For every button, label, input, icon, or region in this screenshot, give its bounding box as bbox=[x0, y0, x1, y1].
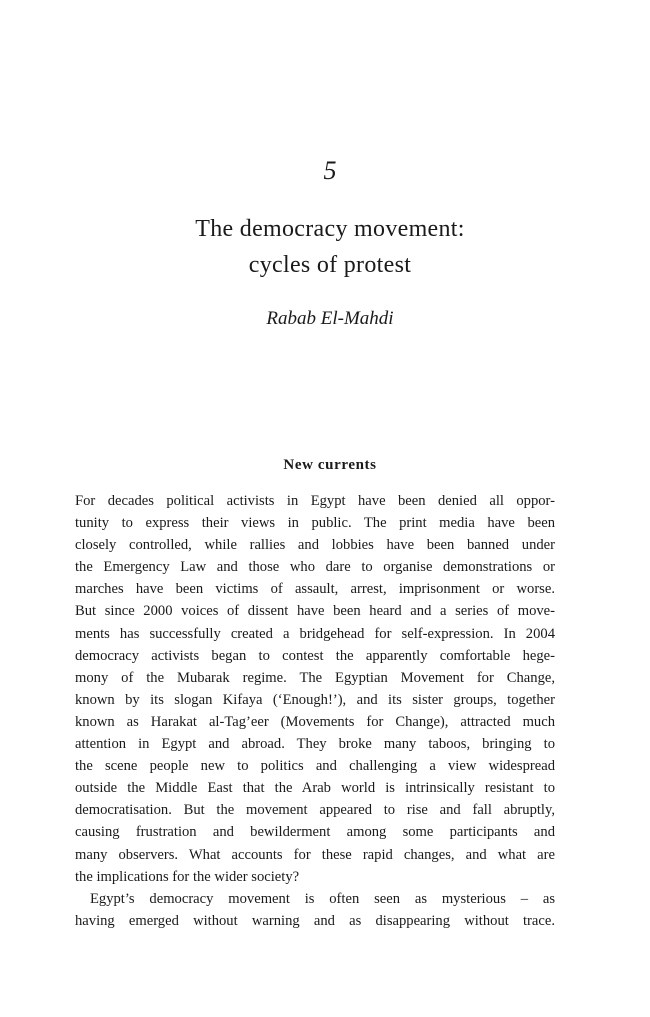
chapter-title-line-1: The democracy movement: bbox=[195, 216, 465, 242]
text-line: known by its slogan Kifaya (‘Enough!’), and its sister groups, together bbox=[75, 691, 555, 708]
text-line: democratisation. But the movement appeared to rise and fall abruptly, bbox=[75, 802, 555, 819]
chapter-title bbox=[0, 211, 650, 283]
text-line: the Emergency Law and those who dare to organise demonstrations or bbox=[75, 559, 555, 576]
text-line: Egypt’s democracy movement is often seen as mysterious – as bbox=[90, 890, 555, 907]
text-line: marches have been victims of assault, arrest, imprisonment or worse. bbox=[75, 581, 555, 598]
text-line: the scene people new to politics and challenging a view widespread bbox=[75, 758, 555, 775]
text-line: outside the Middle East that the Arab world is intrinsically resistant to bbox=[75, 780, 555, 797]
text-line: many observers. What accounts for these rapid changes, and what are bbox=[75, 846, 555, 863]
text-line: tunity to express their views in public. The print media have been bbox=[75, 515, 555, 532]
text-line: known as Harakat al-Tag’eer (Movements for Change), attracted much bbox=[75, 713, 555, 730]
text-line: having emerged without warning and as disappearing without trace. bbox=[75, 912, 555, 929]
chapter-author: Rabab El-Mahdi bbox=[266, 308, 394, 329]
paragraph-2 bbox=[75, 888, 555, 932]
text-line: ments has successfully created a bridgehead for self-expression. In 2004 bbox=[75, 625, 555, 642]
text-line: attention in Egypt and abroad. They broke many taboos, bringing to bbox=[75, 736, 555, 753]
text-line: For decades political activists in Egypt have been denied all oppor- bbox=[75, 493, 555, 509]
section-heading: New currents bbox=[283, 457, 377, 473]
text-line: mony of the Mubarak regime. The Egyptian Movement for Change, bbox=[75, 669, 555, 686]
body-text bbox=[75, 490, 555, 932]
chapter-title-line-2: cycles of protest bbox=[248, 252, 412, 278]
text-line: But since 2000 voices of dissent have been heard and a series of move- bbox=[75, 603, 555, 620]
text-line: the implications for the wider society? bbox=[75, 868, 300, 885]
text-line: democracy activists began to contest the apparently comfortable hege- bbox=[75, 647, 555, 664]
text-line: closely controlled, while rallies and lobbies have been banned under bbox=[75, 537, 555, 554]
paragraph-1 bbox=[75, 490, 555, 888]
chapter-number: 5 bbox=[323, 156, 337, 185]
text-line: causing frustration and bewilderment among some participants and bbox=[75, 824, 555, 841]
